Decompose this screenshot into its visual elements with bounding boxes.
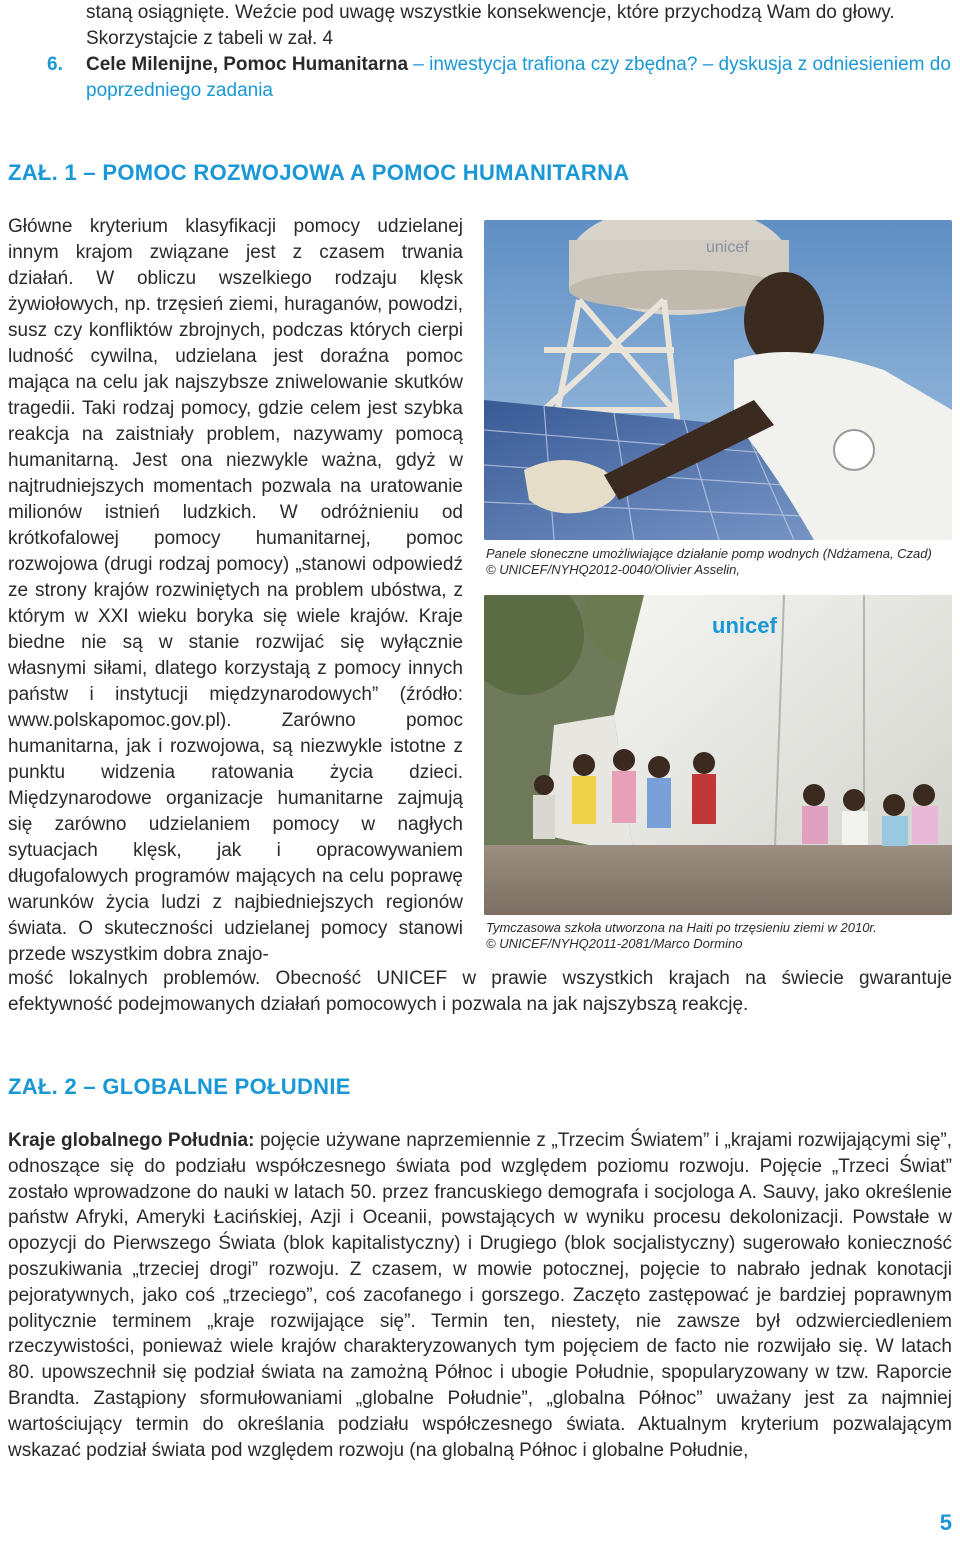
photo2-caption — [486, 920, 952, 952]
photo1-caption — [486, 546, 952, 578]
tent-school-photo — [484, 595, 952, 915]
section2-paragraph — [8, 1128, 952, 1463]
intro-paragraph — [86, 0, 956, 52]
list-item-number: 6. — [47, 54, 63, 75]
photo2-credit: © UNICEF/NYHQ2011-2081/Marco Dormino — [486, 936, 743, 951]
page-number: 5 — [939, 1510, 952, 1535]
section1-body-full: mość lokalnych problemów. Obecność UNICEF w prawie wszystkich krajach na świecie gwarantuje efektywność podejmowanych działań pomocowych i pozwala na jak najszybszą reakcję. — [8, 968, 952, 1015]
unicef-tank-logo: unicef — [706, 239, 749, 256]
solar-panel-photo — [484, 220, 952, 540]
section1-body-column: Główne kryterium klasyfikacji pomocy udzielanej innym krajom związane jest z czasem trwania działań. W obliczu wszelkiego rodzaju klęsk żywiołowych, np. trzęsień ziemi, huraganów, powodzi, susz czy konfliktów zbrojnych, podczas których cierpi ludność cywilna, udzielana jest doraźna pomoc mająca na celu jak najszybsze zniwelowanie skutków tragedii. Taki rodzaj pomocy, gdzie celem jest szybka reakcja na zaistniały problem, nazywamy pomocą humanitarną. Jest ona niezwykle ważna, gdyż w najtrudniejszych momentach pozwala na uratowanie milionów istnień ludzkich. W odróżnieniu od krótkofalowej pomocy humanitarnej, pomoc rozwojowa (drugi rodzaj pomocy) „stanowi odpowiedź ze strony krajów rozwiniętych na problem ubóstwa, z którym w XXI wieku boryka się wiele krajów. Kraje biedne nie są w stanie rozwijać się wyłącznie własnymi siłami, dlatego korzystają z pomocy innych państw i instytucji międzynarodowych” (źródło: www.polskapomoc.gov.pl). Zarówno pomoc humanitarna, jak i rozwojowa, są niezwykle istotne z punktu widzenia ratowania życia dzieci. Międzynarodowe organizacje humanitarne zajmują się zarówno udzielaniem pomocy w nagłych sytuacjach klęsk, jak i opracowywaniem długofalowych programów mających na celu poprawę warunków życia ludzi z najbiedniejszych regionów świata. O skuteczności udzielanej pomocy stanowi przede wszystkim dobra znajo- — [8, 216, 463, 965]
list-item-rest: – inwestycja trafiona czy zbędna? – dyskusja z odniesieniem do poprzedniego zadania — [86, 54, 951, 101]
intro-text: staną osiągnięte. Weźcie pod uwagę wszystkie konsekwencje, które przychodzą Wam do głowy. Skorzystajcie z tabeli w zał. 4 — [86, 2, 895, 49]
list-item-text — [86, 52, 952, 104]
photo1-caption-text: Panele słoneczne umożliwiające działanie pomp wodnych (Ndżamena, Czad) — [486, 546, 932, 561]
photo1-credit: © UNICEF/NYHQ2012-0040/Olivier Asselin, — [486, 562, 741, 577]
unicef-tent-logo: unicef — [712, 613, 777, 638]
section-heading-1: ZAŁ. 1 – POMOC ROZWOJOWA A POMOC HUMANITARNA — [8, 160, 630, 185]
list-item-bold: Cele Milenijne, Pomoc Humanitarna — [86, 54, 409, 75]
section2-body — [8, 1128, 952, 1463]
section1-full-width-text — [8, 966, 952, 1018]
section2-term: Kraje globalnego Południa: — [8, 1130, 255, 1151]
section-heading-2: ZAŁ. 2 – GLOBALNE POŁUDNIE — [8, 1074, 351, 1099]
section1-column-text — [8, 214, 463, 968]
section2-text: pojęcie używane naprzemiennie z „Trzecim Światem” i „krajami rozwijającymi się”, odnoszące się do podziału współczesnego świata pod względem poziomu rozwoju. Pojęcie „Trzeci Świat” zostało wprowadzone do nauki w latach 50. przez francuskiego demografa i socjologa A. Sauvy, jako określenie państw Afryki, Ameryki Łacińskiej, Azji i Oceanii, powstających w wyniku procesu dekolonizacji. Powstałe w opozycji do Pierwszego Świata (blok kapitalistyczny) i Drugiego (blok socjalistyczny) sugerowało konieczność poszukiwania „trzeciej drogi” rozwoju. Z czasem, w mowie potocznej, pojęcie to nabrało jednak konotacji pejoratywnych, jako coś „trzeciego”, coś zacofanego i gorszego. Zaczęto zastępować je bardziej poprawnym politycznie terminem „kraje rozwijające się”. Termin ten, niestety, nie zawsze był odzwierciedleniem rzeczywistości, ponieważ wiele krajów charakteryzowanych tym pojęciem de facto nie rozwijało się. W latach 80. upowszechnił się podział świata na zamożną Północ i ubogie Południe, spopularyzowany w tzw. Raporcie Brandta. Zastąpiony sformułowaniami „globalne Południe”, „globalna Północ” uważany jest za najmniej wartościujący termin do określania podziału współczesnego świata. Aktualnym kryterium pozwalającym wskazać podział świata pod względem rozwoju (na globalną Północ i globalne Południe, — [8, 1130, 952, 1461]
photo2-caption-text: Tymczasowa szkoła utworzona na Haiti po trzęsieniu ziemi w 2010r. — [486, 920, 877, 935]
list-item-6 — [47, 52, 952, 104]
